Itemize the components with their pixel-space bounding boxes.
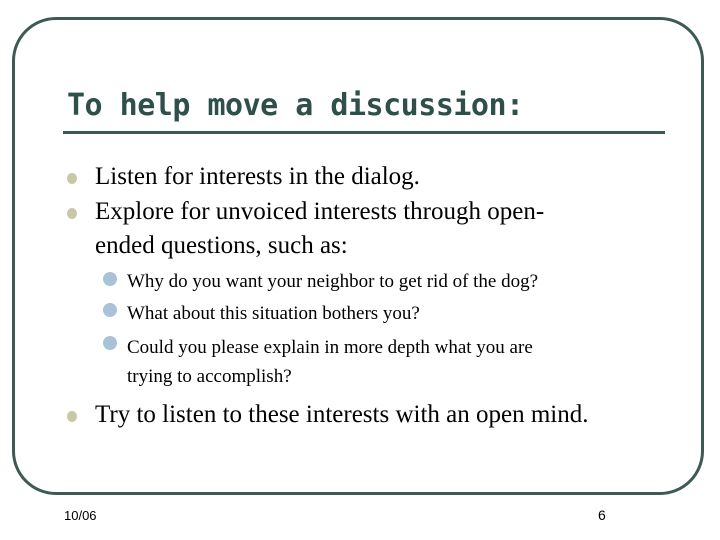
bullet-dot-icon: [67, 411, 77, 422]
bullet-item-continuation: ended questions, such as:: [95, 232, 348, 259]
sub-bullet-item-continuation: trying to accomplish?: [127, 366, 292, 387]
bullet-item: Explore for unvoiced interests through open-: [95, 198, 545, 225]
slide-title: To help move a discussion:: [67, 88, 524, 123]
sub-bullet-dot-icon: [103, 303, 117, 317]
sub-bullet-dot-icon: [103, 336, 117, 350]
footer-date: 10/06: [64, 508, 97, 523]
bullet-item: Try to listen to these interests with an open mind.: [95, 401, 589, 428]
sub-bullet-item: Why do you want your neighbor to get rid of the dog?: [127, 271, 539, 292]
bullet-item: Listen for interests in the dialog.: [95, 163, 420, 190]
bullet-dot-icon: [67, 208, 77, 219]
sub-bullet-dot-icon: [103, 272, 117, 286]
bullet-dot-icon: [67, 173, 77, 184]
page-number: 6: [598, 507, 606, 523]
sub-bullet-item: What about this situation bothers you?: [127, 303, 420, 324]
sub-bullet-item: Could you please explain in more depth what you are: [127, 337, 533, 358]
